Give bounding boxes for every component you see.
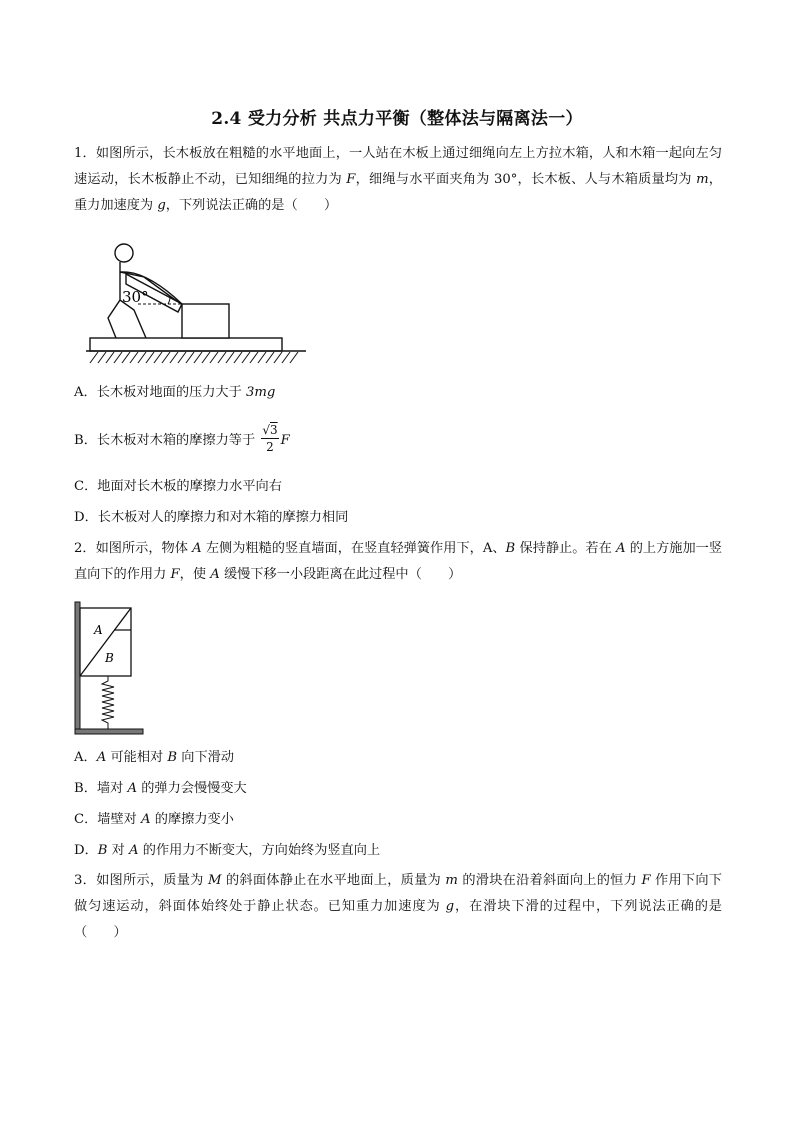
q2-option-d[interactable]: D．B 对 A 的作用力不断变大，方向始终为竖直向上 bbox=[74, 843, 381, 858]
wooden-box bbox=[182, 304, 229, 338]
q1-option-a[interactable]: A．长木板对地面的压力大于 3mg bbox=[74, 385, 276, 400]
spring-coil bbox=[102, 676, 114, 729]
q2-option-a[interactable]: A．A 可能相对 B 向下滑动 bbox=[74, 750, 235, 765]
q2-option-c[interactable]: C．墙壁对 A 的摩擦力变小 bbox=[74, 812, 234, 827]
question-1-stem: 1．如图所示，长木板放在粗糙的水平地面上，一人站在木板上通过细绳向左上方拉木箱，人和木箱一起向左匀速运动，长木板静止不动，已知细绳的拉力为 F，细绳与水平面夹角为 30°，长木板、人与木箱质量均为 m，重力加速度为 g，下列说法正确的是（ ） bbox=[74, 146, 723, 213]
label-b: B bbox=[105, 651, 114, 665]
vertical-wall bbox=[75, 602, 80, 734]
question-1-figure bbox=[86, 240, 311, 365]
q2-option-b[interactable]: B．墙对 A 的弹力会慢慢变大 bbox=[74, 781, 247, 796]
page-title: 2.4 受力分析 共点力平衡（整体法与隔离法一） bbox=[211, 109, 583, 129]
ground-hatch bbox=[90, 352, 298, 363]
q1-option-b[interactable]: B．长木板对木箱的摩擦力等于 $\frac{√3}{2}$ F bbox=[74, 423, 290, 454]
angle-label: 30° bbox=[122, 288, 149, 306]
q1-option-c[interactable]: C．地面对长木板的摩擦力水平向右 bbox=[74, 479, 282, 494]
long-board bbox=[90, 338, 282, 351]
question-3-stem: 3．如图所示，质量为 M 的斜面体静止在水平地面上，质量为 m 的滑块在沿着斜面向上的恒力 F 作用下向下做匀速运动，斜面体始终处于静止状态。已知重力加速度为 g，在滑块下滑的过程中，下列说法正确的是（ ） bbox=[74, 873, 722, 940]
label-a: A bbox=[94, 623, 103, 637]
question-2-stem: 2．如图所示，物体 A 左侧为粗糙的竖直墙面，在竖直轻弹簧作用下，A、B 保持静止。若在 A 的上方施加一竖直向下的作用力 F，使 A 缓慢下移一小段距离在此过程中（ ） bbox=[74, 541, 723, 582]
floor-base bbox=[75, 729, 143, 734]
person-head bbox=[115, 244, 133, 262]
q1-option-d[interactable]: D．长木板对人的摩擦力和对木箱的摩擦力相同 bbox=[74, 510, 349, 525]
fraction-sqrt3-over-2: $\frac{√3}{2}$ bbox=[262, 423, 278, 454]
question-2-figure bbox=[72, 602, 147, 738]
